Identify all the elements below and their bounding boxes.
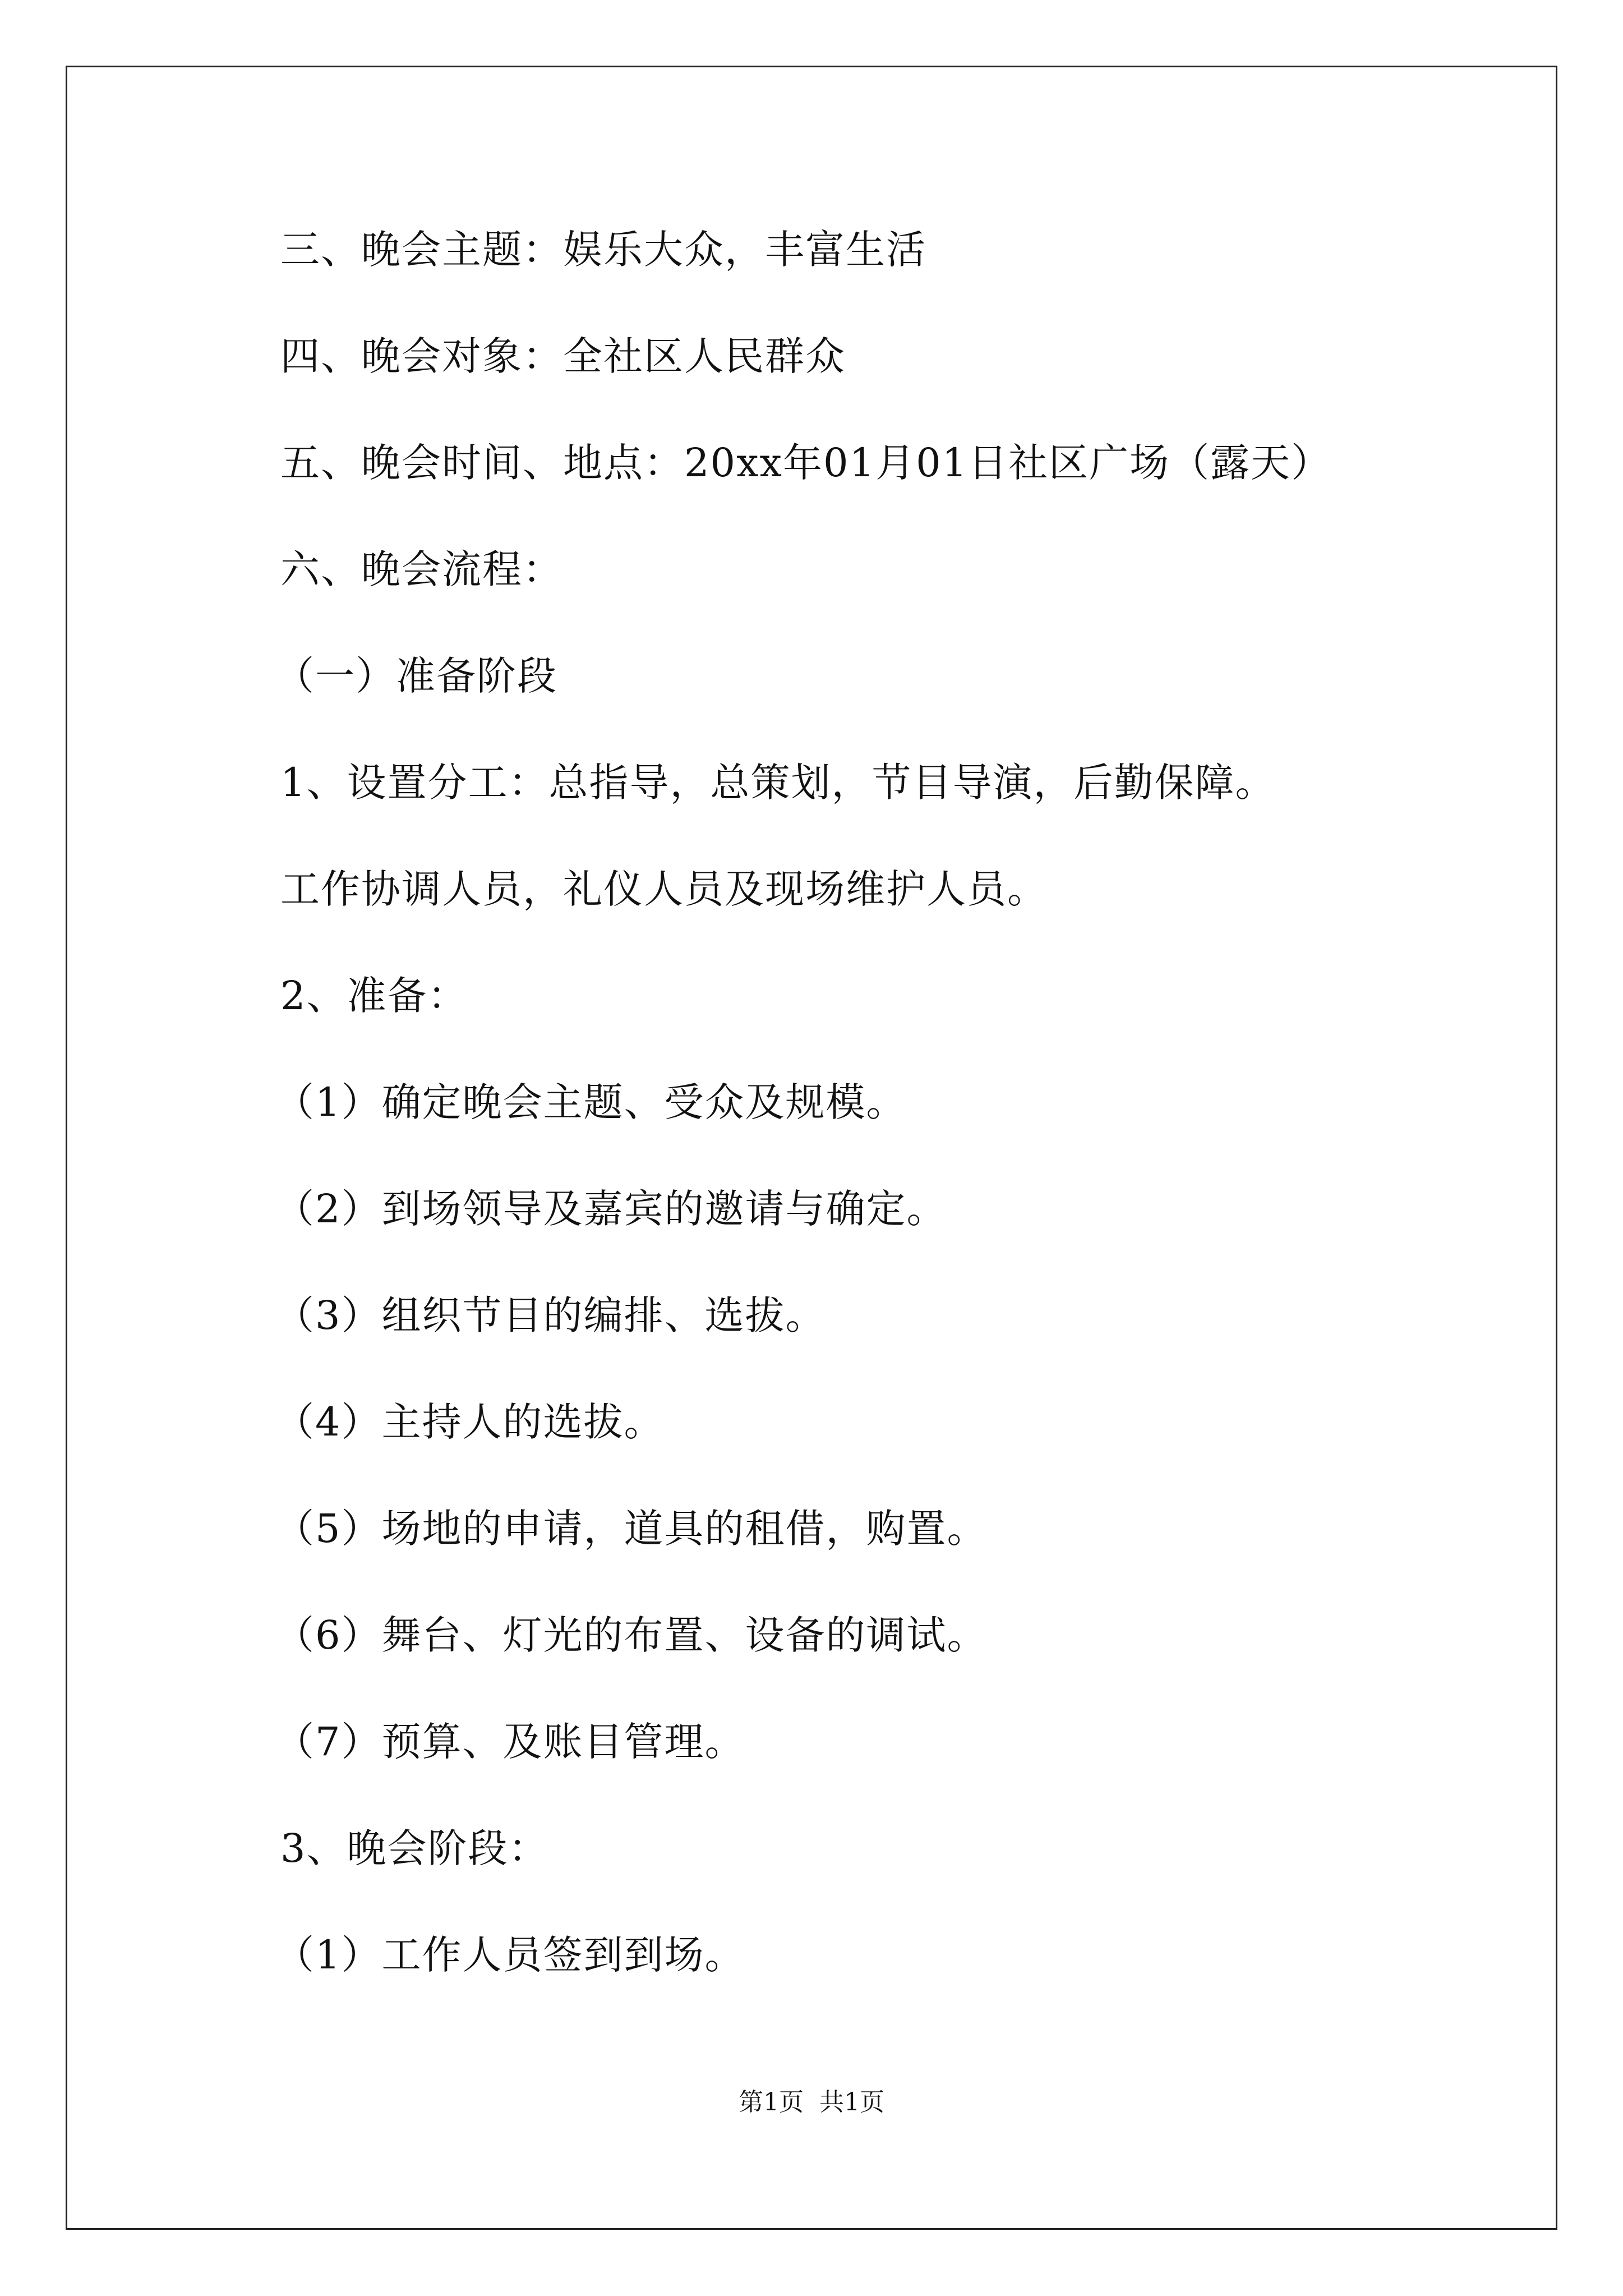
section-theme: 三、晚会主题：娱乐大众，丰富生活: [280, 227, 926, 273]
page-border: [66, 66, 1557, 2230]
item-staff: 工作协调人员，礼仪人员及现场维护人员。: [280, 866, 1048, 912]
item-preparation: 2、准备：: [280, 973, 468, 1019]
section-time-place: 五、晚会时间、地点：20xx年01月01日社区广场（露天）: [280, 440, 1332, 486]
prep-item-6: （6）舞台、灯光的布置、设备的调试。: [275, 1612, 988, 1658]
prep-item-2: （2）到场领导及嘉宾的邀请与确定。: [275, 1186, 947, 1232]
prep-item-7: （7）预算、及账目管理。: [275, 1719, 745, 1765]
page-number-footer: 第1页 共1页: [739, 2088, 884, 2116]
subsection-preparation: （一）准备阶段: [275, 653, 557, 699]
prep-item-1: （1）确定晚会主题、受众及规模。: [275, 1079, 907, 1125]
prep-item-4: （4）主持人的选拔。: [275, 1399, 665, 1445]
gala-item-1: （1）工作人员签到到场。: [275, 1932, 745, 1978]
section-process: 六、晚会流程：: [280, 546, 563, 592]
prep-item-5: （5）场地的申请，道具的租借，购置。: [275, 1506, 988, 1552]
item-gala-stage: 3、晚会阶段：: [280, 1825, 549, 1871]
prep-item-3: （3）组织节目的编排、选拔。: [275, 1292, 826, 1338]
item-division-of-labor: 1、设置分工：总指导，总策划，节目导演，后勤保障。: [280, 760, 1276, 806]
section-audience: 四、晚会对象：全社区人民群众: [280, 333, 846, 379]
